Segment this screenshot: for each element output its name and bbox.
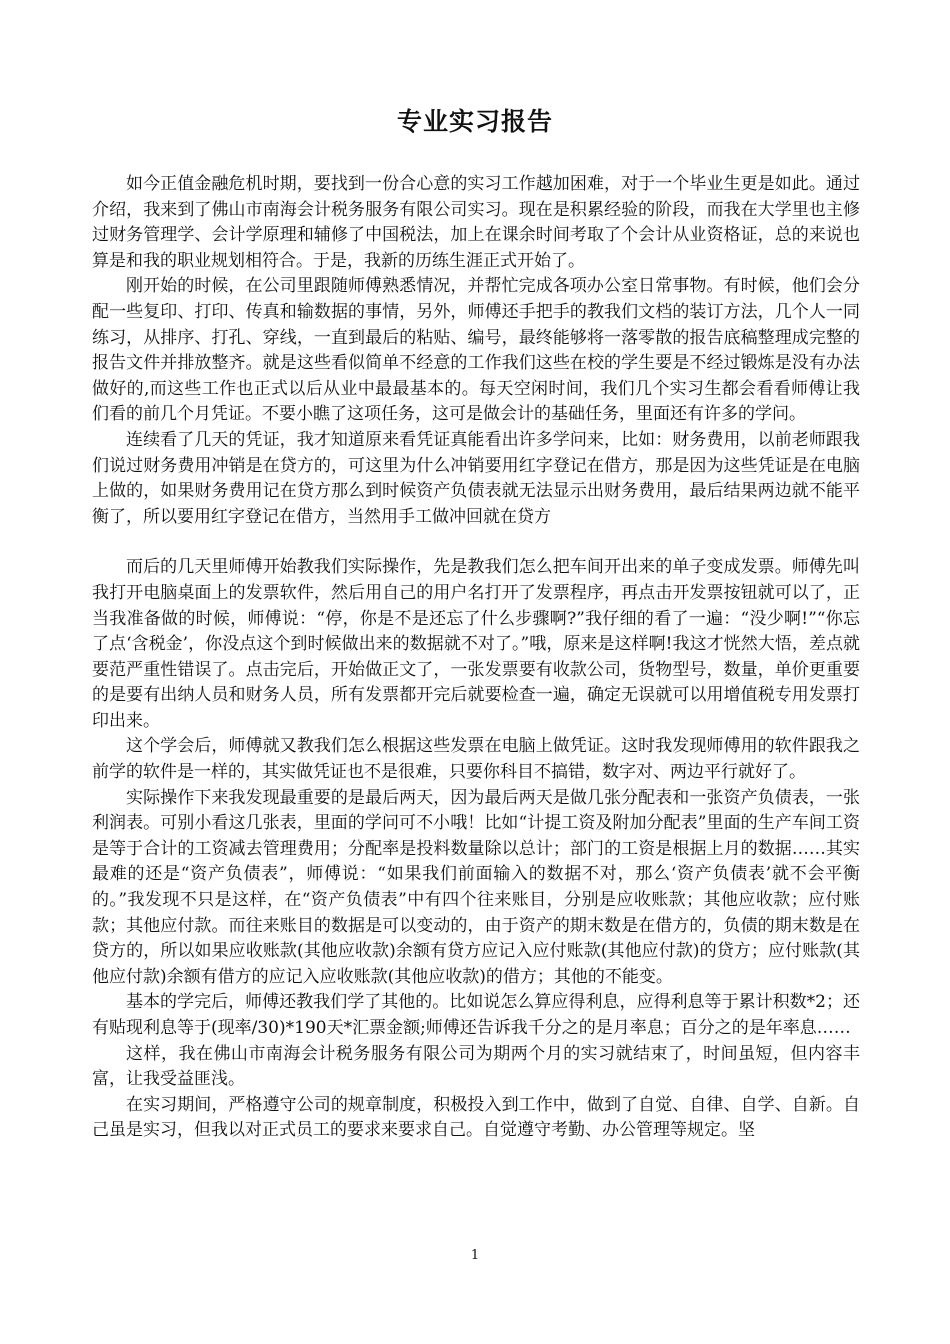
document-title: 专业实习报告 (396, 107, 553, 136)
document-body (92, 172, 860, 1144)
paragraph-invoices: 而后的几天里师傅开始教我们实际操作，先是教我们怎么把车间开出来的单子变成发票。师傅先叫我打开电脑桌面上的发票软件，然后用自己的用户名打开了发票程序，再点击开发票按钮就可以了，正当我准备做的时候，师傅说：“停，你是不是还忘了什么步骤啊?”我仔细的看了一遍：“没少啊!”“你忘了点‘含税金’，你没点这个到时候做出来的数据就不对了。”哦，原来是这样啊!我这才恍然大悟，差点就要范严重性错误了。点击完后，开始做正文了，一张发票要有收款公司，货物型号，数量，单价更重要的是要有出纳人员和财务人员，所有发票都开完后就要检查一遍，确定无误就可以用增值税专用发票打印出来。 (92, 557, 860, 731)
paragraph-vouchers: 连续看了几天的凭证，我才知道原来看凭证真能看出许多学问来，比如：财务费用，以前老师跟我们说过财务费用冲销是在贷方的，可这里为什么冲销要用红字登记在借方，那是因为这些凭证是在电脑上做的，如果财务费用记在贷方那么到时候资产负债表就无法显示出财务费用，最后结果两边就不能平衡了，所以要用红字登记在借方，当然用手工做冲回就在贷方 (92, 429, 860, 527)
paragraph-statements: 实际操作下来我发现最重要的是最后两天，因为最后两天是做几张分配表和一张资产负债表，一张利润表。可别小看这几张表，里面的学问可不小哦！比如“计提工资及附加分配表”里面的生产车间工资是等于合计的工资减去管理费用；分配率是投料数量除以总计；部门的工资是根据上月的数据……其实最难的还是“资产负债表”，师傅说：“如果我们前面输入的数据不对，那么‘资产负债表’就不会平衡的。”我发现不只是这样，在“资产负债表”中有四个往来账目，分别是应收账款；其他应收款；应付账款；其他应付款。而往来账目的数据是可以变动的，由于资产的期末数是在借方的，负债的期末数是在贷方的，所以如果应收账款(其他应收款)余额有贷方应记入应付账款(其他应付款)的贷方；应付账款(其他应付款)余额有借方的应记入应收账款(其他应收款)的借方；其他的不能变。 (92, 787, 860, 987)
paragraph-intro: 如今正值金融危机时期，要找到一份合心意的实习工作越加困难，对于一个毕业生更是如此。通过介绍，我来到了佛山市南海会计税务服务有限公司实习。现在是积累经验的阶段，而我在大学里也主修过财务管理学、会计学原理和辅修了中国税法，加上在课余时间考取了个会计从业资格证，总的来说也算是和我的职业规划相符合。于是，我新的历练生涯正式开始了。 (92, 174, 860, 271)
paragraph-voucher-software: 这个学会后，师傅就又教我们怎么根据这些发票在电脑上做凭证。这时我发现师傅用的软件跟我之前学的软件是一样的，其实做凭证也不是很难，只要你科目不搞错，数字对、两边平行就好了。 (92, 736, 860, 783)
paragraph-conduct: 在实习期间，严格遵守公司的规章制度，积极投入到工作中，做到了自觉、自律、自学、自新。自己虽是实习，但我以对正式员工的要求来要求自己。自觉遵守考勤、办公管理等规定。坚 (92, 1094, 860, 1141)
page-number: 1 (470, 1248, 480, 1263)
paragraph-beginning: 刚开始的时候，在公司里跟随师傅熟悉情况，并帮忙完成各项办公室日常事物。有时候，他们会分配一些复印、打印、传真和输数据的事情，另外，师傅还手把手的教我们文档的装订方法，几个人一同练习，从排序、打孔、穿线，一直到最后的粘贴、编号，最终能够将一落零散的报告底稿整理成完整的报告文件并排放整齐。就是这些看似简单不经意的工作我们这些在校的学生要是不经过锻炼是没有办法做好的,而这些工作也正式以后从业中最最基本的。每天空闲时间，我们几个实习生都会看看师傅让我们看的前几个月凭证。不要小瞧了这项任务，这可是做会计的基础任务，里面还有许多的学问。 (92, 276, 860, 425)
paragraph-conclusion: 这样，我在佛山市南海会计税务服务有限公司为期两个月的实习就结束了，时间虽短，但内容丰富，让我受益匪浅。 (92, 1043, 860, 1090)
paragraph-interest: 基本的学完后，师傅还教我们学了其他的。比如说怎么算应得利息，应得利息等于累计积数*2；还有贴现利息等于(现率/30)*190天*汇票金额;师傅还告诉我千分之的是月率息；百分之的是年率息…… (92, 992, 860, 1038)
